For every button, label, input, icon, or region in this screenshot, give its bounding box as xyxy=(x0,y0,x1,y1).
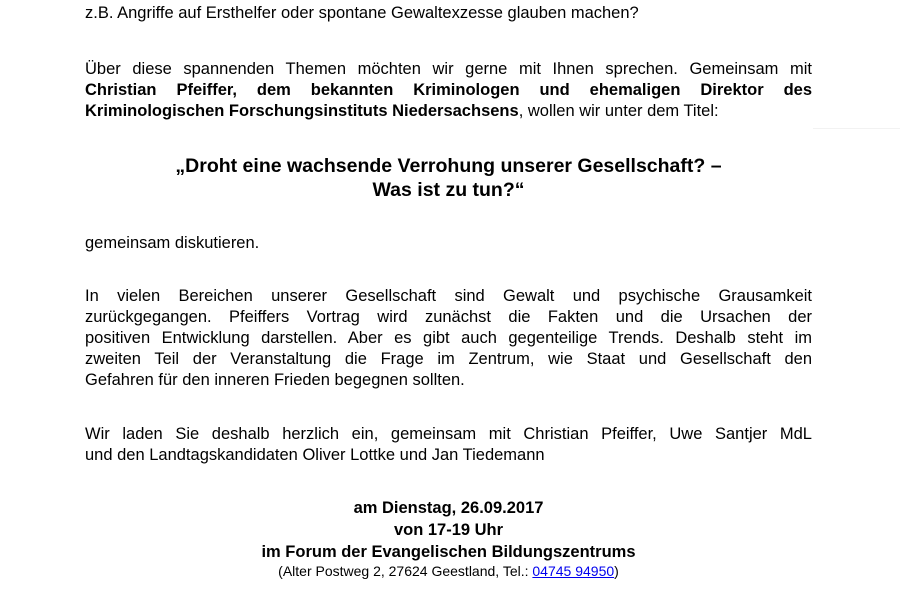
paragraph-1-line-2: Christian Pfeiffer, dem bekannten Kriminologen und ehemaligen Direktor des xyxy=(85,81,812,99)
paragraph-2-line-3: positiven Entwicklung darstellen. Aber es gibt auch gegenteilige Trends. Deshalb steht im xyxy=(85,329,812,347)
event-address xyxy=(85,562,812,580)
event-title-line-1: „Droht eine wachsende Verrohung unserer Gesellschaft? – xyxy=(175,155,722,177)
event-title-line-2: Was ist zu tun?“ xyxy=(372,179,525,201)
paragraph-2-line-5: Gefahren für den inneren Frieden begegnen sollten. xyxy=(85,371,465,389)
institute-name: Kriminologischen Forschungsinstituts Niedersachsens xyxy=(85,102,519,120)
title-intro-text: , wollen wir unter dem Titel: xyxy=(518,102,719,120)
paragraph-3-line-1: Wir laden Sie deshalb herzlich ein, gemeinsam mit Christian Pfeiffer, Uwe Santjer MdL xyxy=(85,425,812,443)
phone-link[interactable]: 04745 94950 xyxy=(532,563,615,579)
address-prefix: (Alter Postweg 2, 27624 Geestland, Tel.: xyxy=(278,563,533,579)
discussion-text: gemeinsam diskutieren. xyxy=(85,234,260,252)
paragraph-2-line-4: zweiten Teil der Veranstaltung die Frage im Zentrum, wie Staat und Gesellschaft den xyxy=(85,350,812,368)
event-location: im Forum der Evangelischen Bildungszentrums xyxy=(261,543,636,561)
event-date: am Dienstag, 26.09.2017 xyxy=(353,499,544,517)
faint-page-rule xyxy=(813,128,900,129)
page-edge-mask xyxy=(814,0,900,16)
paragraph-2-line-2: zurückgegangen. Pfeiffers Vortrag wird zunächst die Fakten und die Ursachen der xyxy=(85,308,812,326)
paragraph-3-line-2: und den Landtagskandidaten Oliver Lottke und Jan Tiedemann xyxy=(85,446,545,464)
address-suffix: ) xyxy=(614,563,619,579)
paragraph-1-line-1: Über diese spannenden Themen möchten wir gerne mit Ihnen sprechen. Gemeinsam mit xyxy=(85,60,812,78)
paragraph-2-line-1: In vielen Bereichen unserer Gesellschaft sind Gewalt und psychische Grausamkeit xyxy=(85,287,812,305)
intro-tail-text: z.B. Angriffe auf Ersthelfer oder spontane Gewaltexzesse glauben machen? xyxy=(85,4,639,22)
event-time: von 17-19 Uhr xyxy=(393,521,504,539)
paragraph-1-line-3 xyxy=(85,101,812,122)
